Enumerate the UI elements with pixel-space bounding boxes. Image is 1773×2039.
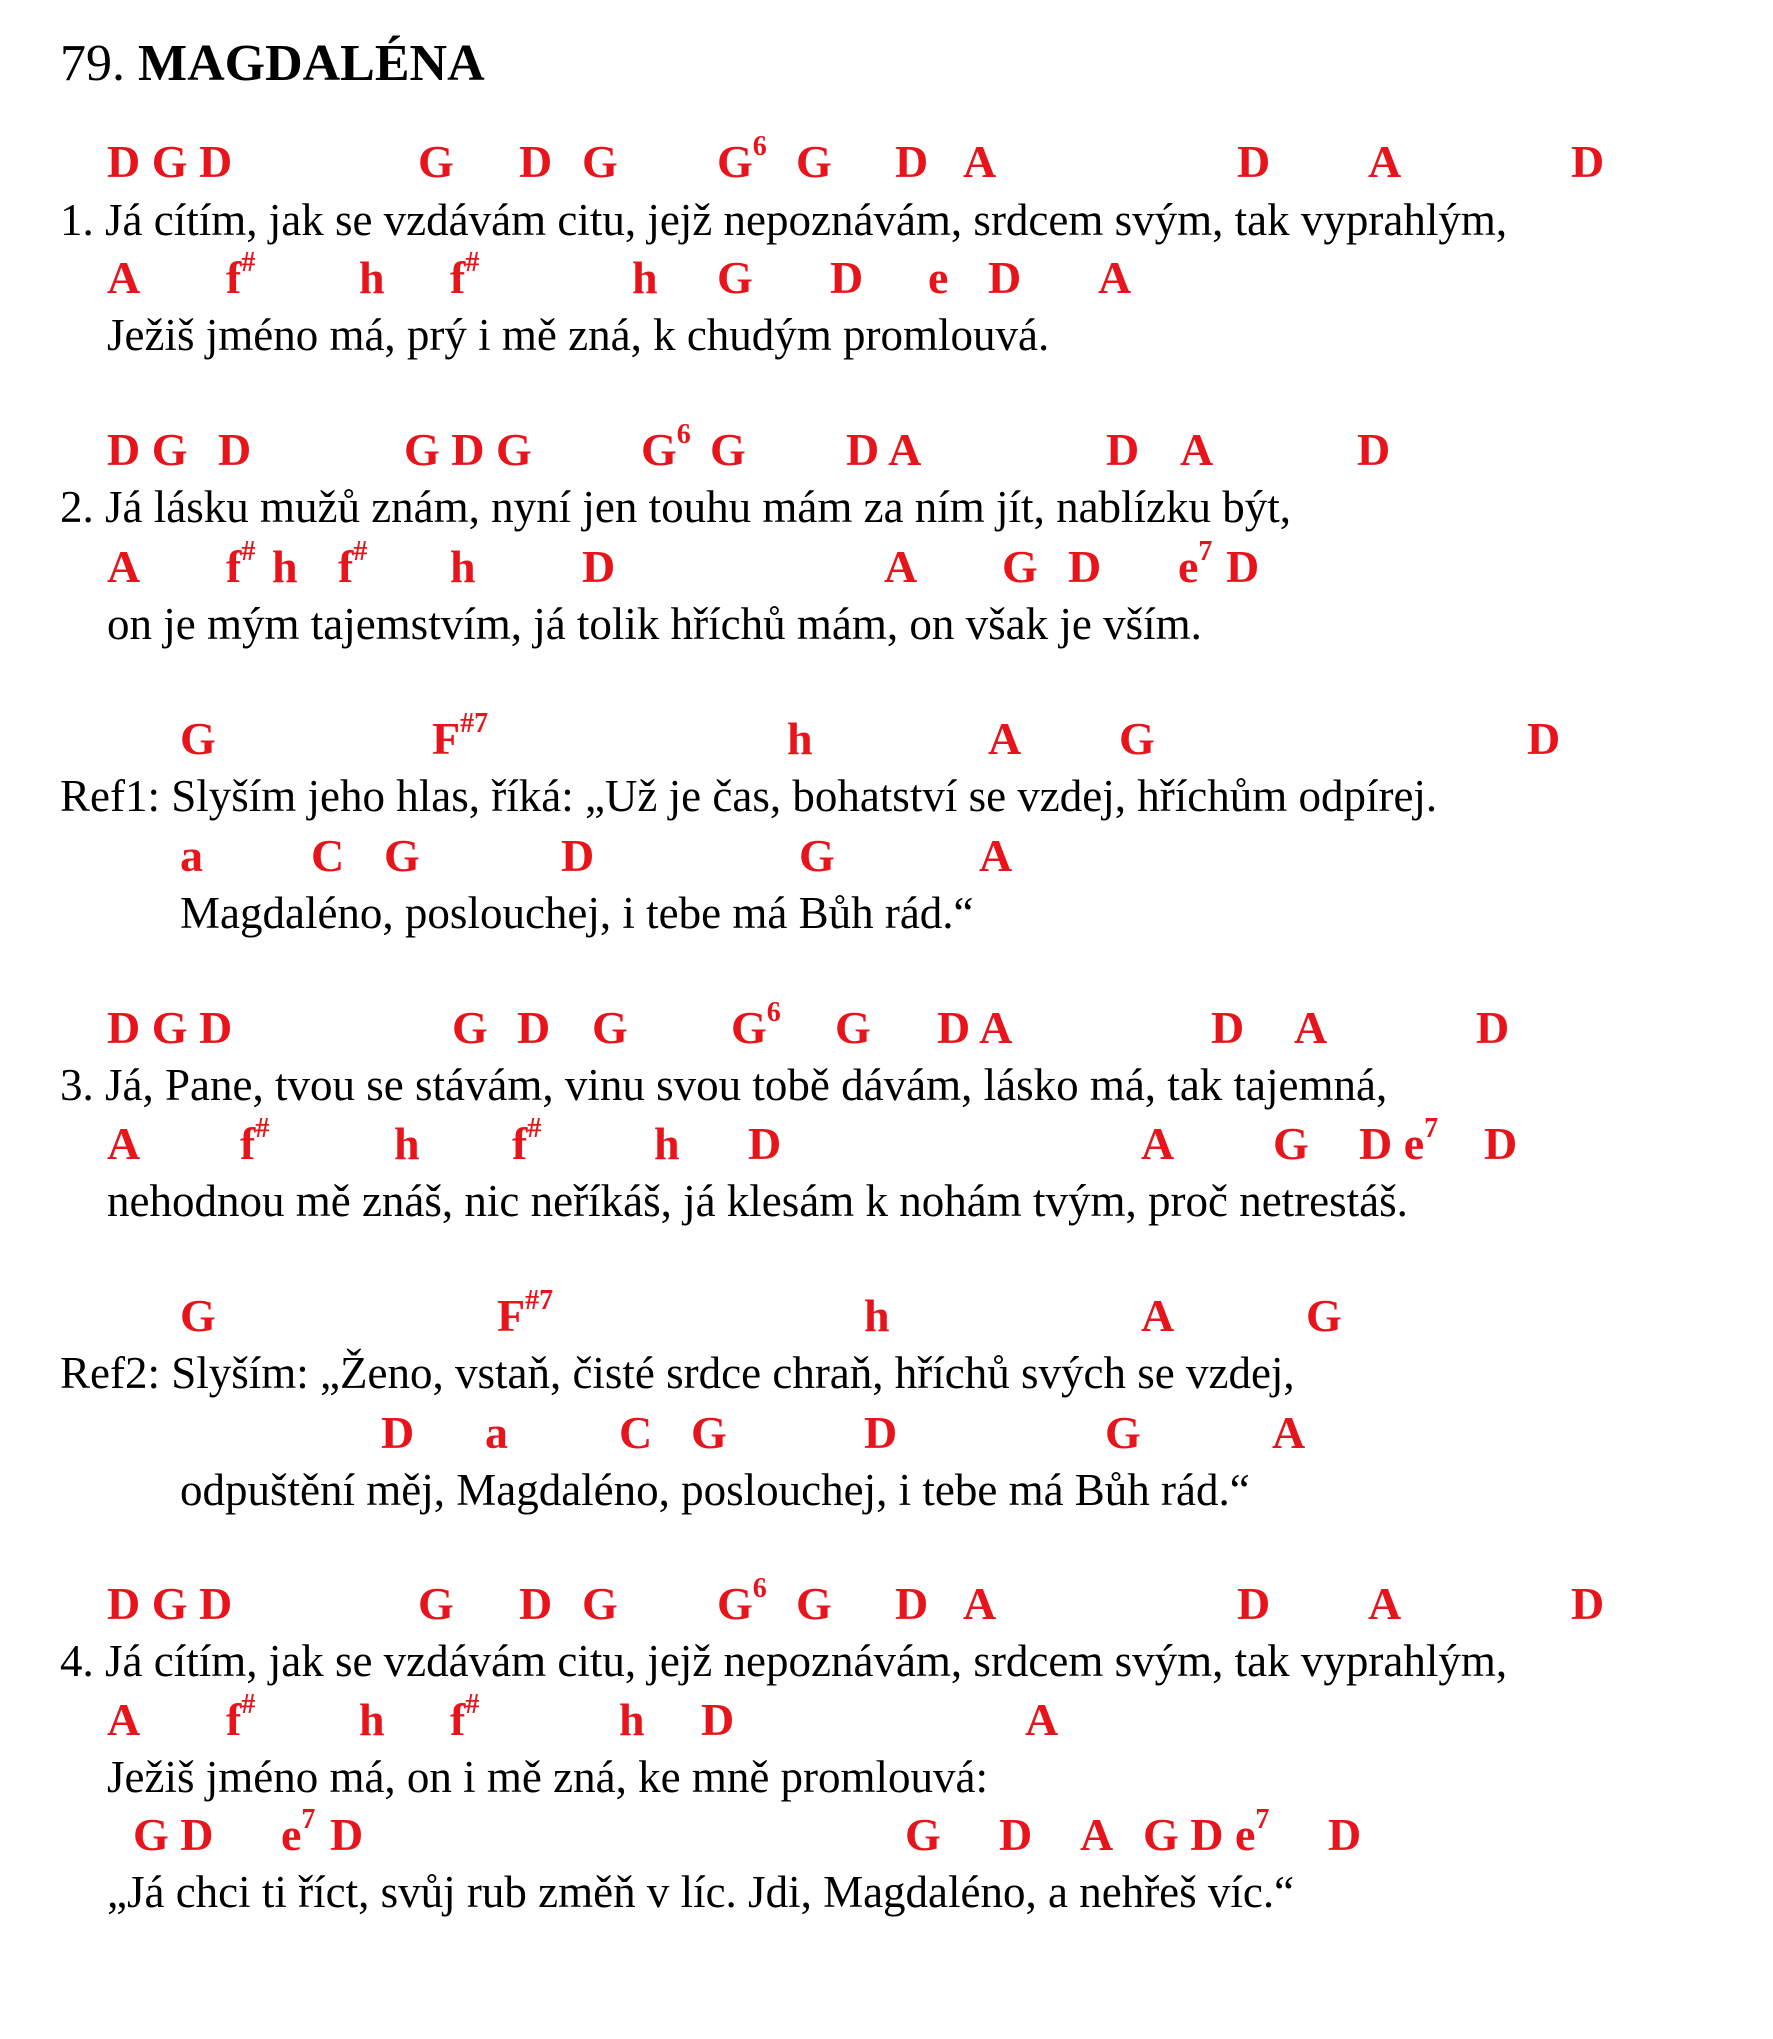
chord: $G^6$: [641, 418, 691, 475]
chord: D: [1068, 541, 1102, 592]
chord: D: [830, 252, 864, 303]
lyric-line: odpuštění měj, Magdaléno, poslouchej, i tebe má Bůh rád.“: [180, 1465, 1250, 1515]
chord: D $e^7$: [1359, 1112, 1439, 1169]
lyric-line: 1. Já cítím, jak se vzdávám citu, jejž nepoznávám, srdcem svým, tak vyprahlým,: [60, 195, 1508, 245]
chord: h: [359, 252, 385, 303]
chord: $G^6$: [731, 996, 781, 1053]
chord: D: [1571, 1578, 1605, 1629]
chord: h: [359, 1694, 385, 1745]
chord: G D G: [404, 424, 532, 475]
chord: D: [1237, 136, 1271, 187]
chord: D: [1237, 1578, 1271, 1629]
chord: D: [895, 136, 929, 187]
chord: A: [1080, 1809, 1114, 1860]
lyric-line: 4. Já cítím, jak se vzdávám citu, jejž nepoznávám, srdcem svým, tak vyprahlým,: [60, 1636, 1508, 1686]
chord: h: [272, 541, 298, 592]
chord: G: [180, 713, 216, 764]
chord: A: [963, 136, 997, 187]
chord: G: [180, 1290, 216, 1341]
chord: A: [1368, 1578, 1402, 1629]
chord-line: [0, 1286, 1700, 1346]
chord: D: [988, 252, 1022, 303]
chord: G: [1119, 713, 1155, 764]
chord: f#: [240, 1112, 270, 1169]
lyric-line: Ref2: Slyším: „Ženo, vstaň, čisté srdce chraň, hříchů svých se vzdej,: [60, 1348, 1295, 1398]
chord: D: [864, 1407, 898, 1458]
chord: f#: [450, 246, 480, 303]
chord: G: [796, 1578, 832, 1629]
chord: G D $e^7$: [1143, 1803, 1270, 1860]
chord: D: [999, 1809, 1033, 1860]
chord: G: [1002, 541, 1038, 592]
chord: G: [418, 136, 454, 187]
chord-line: [0, 420, 1700, 480]
chord: D: [1211, 1002, 1245, 1053]
chord: D: [519, 1578, 553, 1629]
chord: G: [1306, 1290, 1342, 1341]
chord: D: [1527, 713, 1561, 764]
chord: f#: [450, 1688, 480, 1745]
chord-line: [0, 998, 1700, 1058]
lyric-line: 2. Já lásku mužů znám, nyní jen touhu mám za ním jít, nablízku být,: [60, 482, 1292, 532]
chord: $F^{\#7}$: [432, 707, 489, 764]
lyric-line: nehodnou mě znáš, nic neříkáš, já klesám k nohám tvým, proč netrestáš.: [107, 1176, 1408, 1226]
chord: G: [582, 1578, 618, 1629]
chord: A: [1272, 1407, 1306, 1458]
chord: A: [1098, 252, 1132, 303]
chord: D: [1226, 541, 1260, 592]
chord: a: [485, 1407, 508, 1458]
chord: D A: [937, 1002, 1013, 1053]
chord: D: [330, 1809, 364, 1860]
chord: G: [710, 424, 746, 475]
chord: G: [1105, 1407, 1141, 1458]
chord: A: [988, 713, 1022, 764]
chord: G: [452, 1002, 488, 1053]
chord: f#: [226, 535, 256, 592]
chord: h: [864, 1290, 890, 1341]
lyric-line: 3. Já, Pane, tvou se stávám, vinu svou tobě dávám, lásko má, tak tajemná,: [60, 1060, 1388, 1110]
chord: A: [1368, 136, 1402, 187]
chord: $G^6$: [717, 1572, 767, 1629]
song-name: MAGDALÉNA: [138, 35, 485, 92]
chord: f#: [512, 1112, 542, 1169]
chord: D G D: [107, 1578, 233, 1629]
chord: $G^6$: [717, 130, 767, 187]
chord: A: [1141, 1290, 1175, 1341]
chord: D: [701, 1694, 735, 1745]
chord: D: [1357, 424, 1391, 475]
chord: D: [1476, 1002, 1510, 1053]
chord: f#: [338, 535, 368, 592]
chord: e: [928, 252, 949, 303]
chord: h: [450, 541, 476, 592]
chord: A: [107, 1118, 141, 1169]
chord: $F^{\#7}$: [497, 1284, 554, 1341]
chord-line: [0, 826, 1700, 886]
chord: D: [1571, 136, 1605, 187]
chord: G: [799, 830, 835, 881]
chord-line: [0, 1805, 1700, 1865]
chord: D: [381, 1407, 415, 1458]
chord: G: [418, 1578, 454, 1629]
chord: h: [632, 252, 658, 303]
chord-line: [0, 1574, 1700, 1634]
chord: A: [1025, 1694, 1059, 1745]
chord: A: [963, 1578, 997, 1629]
chord: G: [384, 830, 420, 881]
chord: D: [1484, 1118, 1518, 1169]
chord: D: [561, 830, 595, 881]
chord: G: [582, 136, 618, 187]
chord: D: [582, 541, 616, 592]
chord: A: [979, 830, 1013, 881]
chord: G: [835, 1002, 871, 1053]
chord: D G D: [107, 136, 233, 187]
chord: A: [107, 541, 141, 592]
song-title: [60, 34, 485, 94]
chord: h: [394, 1118, 420, 1169]
lyric-line: Ref1: Slyším jeho hlas, říká: „Už je čas, bohatství se vzdej, hříchům odpírej.: [60, 771, 1438, 821]
chord: D: [218, 424, 252, 475]
chord: h: [787, 713, 813, 764]
chord-line: [0, 709, 1700, 769]
chord: D: [1106, 424, 1140, 475]
chord: D A: [846, 424, 922, 475]
chord: D: [1328, 1809, 1362, 1860]
chord: A: [884, 541, 918, 592]
chord: G: [717, 252, 753, 303]
chord-line: [0, 1690, 1700, 1750]
chord: D: [895, 1578, 929, 1629]
chord: f#: [226, 246, 256, 303]
chord: G: [592, 1002, 628, 1053]
chord: A: [1141, 1118, 1175, 1169]
chord: h: [654, 1118, 680, 1169]
chord: A: [107, 252, 141, 303]
chord: f#: [226, 1688, 256, 1745]
lyric-line: Magdaléno, poslouchej, i tebe má Bůh rád.“: [180, 888, 974, 938]
chord: G: [1273, 1118, 1309, 1169]
chord: $e^7$: [1178, 535, 1213, 592]
chord: D G: [107, 424, 188, 475]
chord: h: [619, 1694, 645, 1745]
chord: D: [519, 136, 553, 187]
lyric-line: „Já chci ti říct, svůj rub změň v líc. Jdi, Magdaléno, a nehřeš víc.“: [107, 1867, 1295, 1917]
chord-line: [0, 537, 1700, 597]
chord: $e^7$: [281, 1803, 316, 1860]
chord: C: [619, 1407, 653, 1458]
chord-line: [0, 132, 1700, 192]
chord: A: [1294, 1002, 1328, 1053]
chord: A: [1180, 424, 1214, 475]
chord: D: [748, 1118, 782, 1169]
song-number: 79.: [60, 35, 125, 92]
chord: G D: [133, 1809, 214, 1860]
lyric-line: on je mým tajemstvím, já tolik hříchů mám, on však je vším.: [107, 599, 1202, 649]
chord: G: [796, 136, 832, 187]
lyric-line: Ježiš jméno má, prý i mě zná, k chudým promlouvá.: [107, 310, 1050, 360]
chord-line: [0, 248, 1700, 308]
lyric-line: Ježiš jméno má, on i mě zná, ke mně promlouvá:: [107, 1752, 989, 1802]
chord: G: [691, 1407, 727, 1458]
chord: a: [180, 830, 203, 881]
chord-line: [0, 1114, 1700, 1174]
chord: A: [107, 1694, 141, 1745]
chord: D G D: [107, 1002, 233, 1053]
chord: D: [517, 1002, 551, 1053]
chord: C: [311, 830, 345, 881]
chord: G: [905, 1809, 941, 1860]
chord-line: [0, 1403, 1700, 1463]
